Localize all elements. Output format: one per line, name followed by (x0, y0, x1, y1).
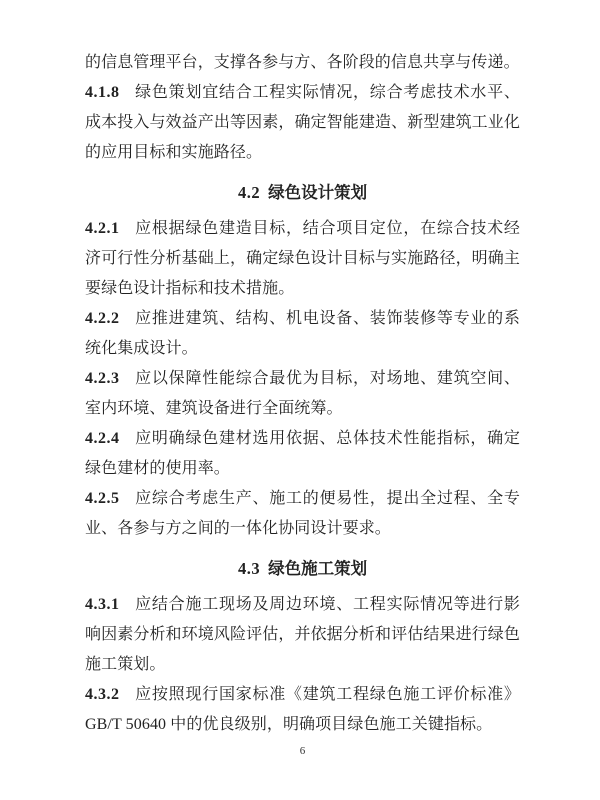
clause-4-2-2 (85, 304, 520, 364)
section-number: 4.2 (237, 183, 261, 202)
section-number: 4.3 (237, 559, 261, 578)
clause-number: 4.3.2 (85, 686, 120, 703)
clause-text: 应以保障性能综合最优为目标，对场地、建筑空间、室内环境、建筑设备进行全面统筹。 (85, 370, 520, 417)
section-heading-4-3 (85, 554, 520, 584)
section-title-text: 绿色设计策划 (268, 183, 368, 202)
clause-number: 4.3.1 (85, 596, 120, 613)
page-number: 6 (299, 745, 306, 757)
clause-4-3-2 (85, 680, 520, 740)
clause-number: 4.1.8 (85, 84, 120, 101)
clause-text: 应综合考虑生产、施工的便易性，提出全过程、全专业、各参与方之间的一体化协同设计要求。 (85, 490, 520, 537)
clause-4-2-4 (85, 424, 520, 484)
clause-4-1-8 (85, 78, 520, 168)
clause-4-2-3 (85, 364, 520, 424)
clause-text: 应根据绿色建造目标，结合项目定位，在综合技术经济可行性分析基础上，确定绿色设计目标与实施路径，明确主要绿色设计指标和技术措施。 (85, 220, 520, 297)
paragraph-continuation-text: 的信息管理平台，支撑各参与方、各阶段的信息共享与传递。 (85, 54, 520, 71)
clause-number: 4.2.2 (85, 310, 120, 327)
clause-4-2-1 (85, 214, 520, 304)
clause-4-3-1 (85, 590, 520, 680)
clause-text: 应结合施工现场及周边环境、工程实际情况等进行影响因素分析和环境风险评估，并依据分析和评估结果进行绿色施工策划。 (85, 596, 520, 673)
clause-number: 4.2.1 (85, 220, 120, 237)
section-heading-4-2 (85, 178, 520, 208)
clause-number: 4.2.5 (85, 490, 120, 507)
clause-number: 4.2.4 (85, 430, 120, 447)
clause-text: 绿色策划宜结合工程实际情况，综合考虑技术水平、成本投入与效益产出等因素，确定智能建造、新型建筑工业化的应用目标和实施路径。 (85, 84, 520, 161)
clause-4-2-5 (85, 484, 520, 544)
clause-text: 应推进建筑、结构、机电设备、装饰装修等专业的系统化集成设计。 (85, 310, 520, 357)
clause-text: 应明确绿色建材选用依据、总体技术性能指标，确定绿色建材的使用率。 (85, 430, 520, 477)
clause-number: 4.2.3 (85, 370, 120, 387)
clause-text: 应按照现行国家标准《建筑工程绿色施工评价标准》GB/T 50640 中的优良级别，明确项目绿色施工关键指标。 (85, 686, 520, 733)
paragraph-continuation (85, 48, 520, 78)
section-title-text: 绿色施工策划 (268, 559, 368, 578)
